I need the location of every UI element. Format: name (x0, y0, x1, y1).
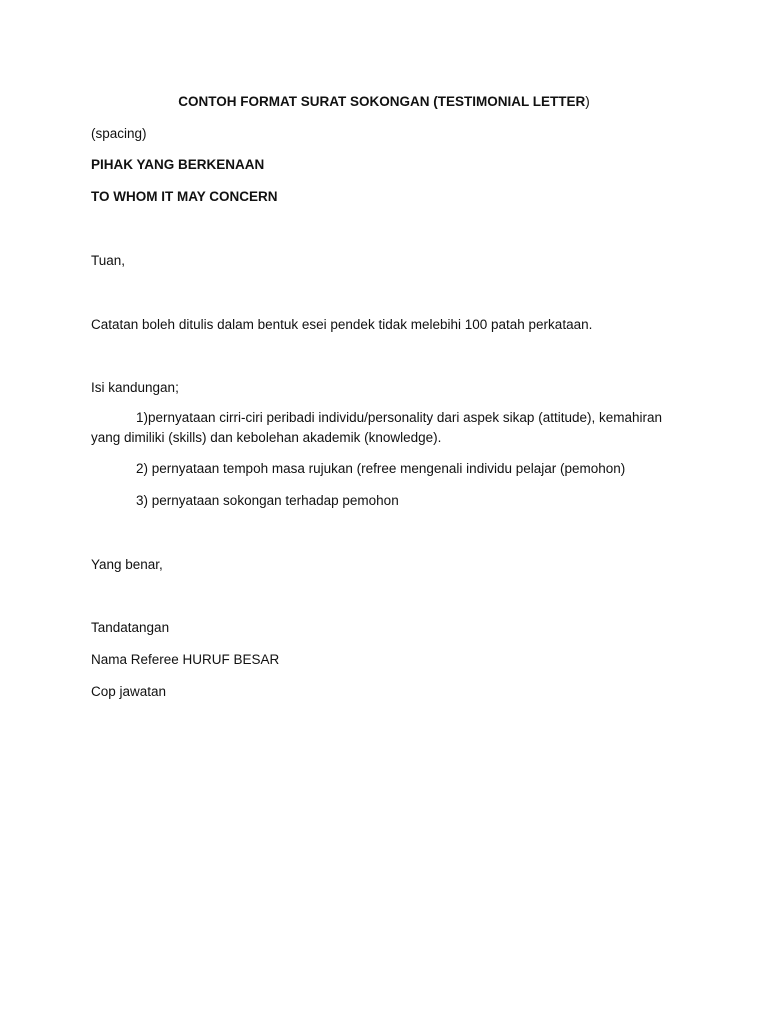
closing: Yang benar, (91, 557, 163, 572)
note-paragraph: Catatan boleh ditulis dalam bentuk esei pendek tidak melebihi 100 patah perkataan. (91, 317, 593, 332)
recipient-malay: PIHAK YANG BERKENAAN (91, 157, 265, 172)
signature-label: Tandatangan (91, 620, 170, 635)
document-title (0, 93, 768, 110)
content-point-1: 1)pernyataan cirri-ciri peribadi individu/personality dari aspek sikap (attitude), kemahiran yang dimiliki (skills) dan kebolehan akademik (knowledge). (91, 410, 662, 445)
document-title-closing-paren: ) (585, 94, 590, 109)
content-point-2: 2) pernyataan tempoh masa rujukan (refree mengenali individu pelajar (pemohon) (136, 461, 626, 476)
document-title-text: CONTOH FORMAT SURAT SOKONGAN (TESTIMONIAL LETTER (178, 94, 586, 109)
recipient-english: TO WHOM IT MAY CONCERN (91, 189, 278, 204)
spacing-note: (spacing) (91, 126, 147, 141)
salutation: Tuan, (91, 253, 126, 268)
referee-name: Nama Referee HURUF BESAR (91, 652, 280, 667)
official-stamp: Cop jawatan (91, 684, 167, 699)
contents-heading: Isi kandungan; (91, 380, 179, 395)
content-point-3: 3) pernyataan sokongan terhadap pemohon (136, 493, 399, 508)
